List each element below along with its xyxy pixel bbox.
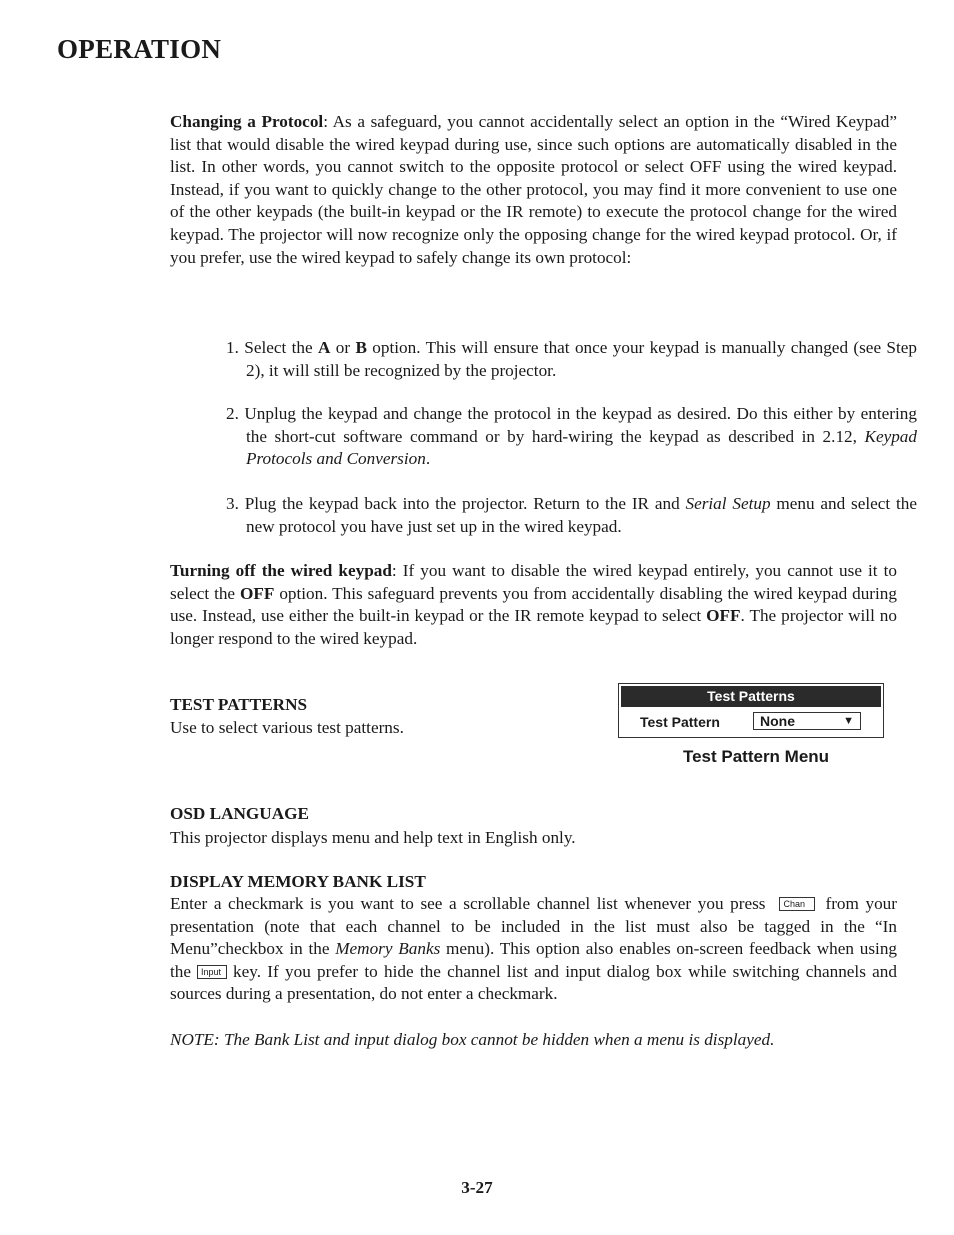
protocol-text: : As a safeguard, you cannot accidentally select an option in the “Wired Keypad” list that would disable the wired keypad during use, since such options are automatically disabled in the list. In other words, you cannot switch to the opposite protocol or select OFF using the wired keypad. Instead, if you want to quickly change to the other protocol, you may find it more convenient to use one of the other keypads (the built-in keypad or the IR remote) to execute the protocol change for the wired keypad. The projector will now recognize only the opposing change for the wired keypad protocol. Or, if you prefer, use the wired keypad to safely change its own protocol: bbox=[170, 112, 897, 267]
osd-language-text: This projector displays menu and help text in English only. bbox=[170, 828, 576, 847]
memory-bank-text-d: key. If you prefer to hide the channel list and input dialog box while switching channels and sources during a presentation, do not enter a checkmark. bbox=[170, 961, 897, 1004]
step-2 bbox=[226, 403, 917, 471]
option-b: B bbox=[355, 338, 367, 357]
step-3-text-b: menu and select the new protocol you have just set up in the wired keypad. bbox=[246, 494, 918, 536]
wired-off-paragraph bbox=[170, 560, 897, 650]
off-option-1: OFF bbox=[240, 583, 275, 603]
test-patterns-text: Use to select various test patterns. bbox=[170, 718, 404, 737]
menu-title-bar: Test Patterns bbox=[621, 686, 881, 707]
dropdown-arrow-icon: ▼ bbox=[843, 715, 854, 727]
menu-caption: Test Pattern Menu bbox=[682, 747, 830, 766]
step-2-text-a: 2. Unplug the keypad and change the protocol in the keypad as desired. Do this either by entering the short-cut software command or by hard-wiring the keypad as described in 2.12, bbox=[226, 404, 917, 446]
step-2-reference: Keypad Protocols and Conversion bbox=[246, 426, 917, 469]
off-option-2: OFF bbox=[706, 606, 741, 626]
test-patterns-menu bbox=[618, 683, 884, 738]
test-pattern-value: None bbox=[760, 713, 795, 729]
osd-language-heading: OSD LANGUAGE bbox=[170, 804, 309, 823]
test-pattern-dropdown[interactable] bbox=[753, 712, 861, 730]
memory-bank-text-b: from your presentation (note that each channel to be included in the list must also be tagged in the “In Menu”checkbox in the bbox=[170, 894, 898, 959]
wired-off-text-b: option. This safeguard prevents you from accidentally disabling the wired keypad during use. Instead, use either the built-in keypad or the IR remote keypad to select bbox=[170, 583, 897, 626]
memory-bank-text-c: menu). This option also enables on-screen feedback when using the bbox=[170, 939, 898, 981]
memory-bank-text-a: Enter a checkmark is you want to see a scrollable channel list whenever you press bbox=[170, 894, 766, 913]
step-1-text-c: or bbox=[330, 338, 356, 357]
step-1-text-a: 1. Select the bbox=[226, 338, 318, 357]
option-a: A bbox=[317, 338, 331, 357]
chan-key-icon: Chan bbox=[779, 897, 815, 911]
page-number: 3-27 bbox=[461, 1178, 493, 1197]
step-2-text-b: . bbox=[425, 449, 431, 469]
wired-off-text-a: : If you want to disable the wired keypad entirely, you cannot use it to select the bbox=[170, 561, 897, 603]
input-key-icon: Input bbox=[197, 965, 227, 979]
step-3-text-a: 3. Plug the keypad back into the projector. Return to the IR and bbox=[226, 494, 686, 513]
memory-bank-paragraph bbox=[170, 893, 897, 1006]
page-title: OPERATION bbox=[57, 34, 222, 64]
step-3 bbox=[226, 493, 917, 538]
protocol-paragraph bbox=[170, 111, 897, 269]
memory-banks-menu-name: Memory Banks bbox=[335, 939, 441, 959]
protocol-lead: Changing a Protocol bbox=[170, 112, 324, 131]
note-text: NOTE: The Bank List and input dialog box cannot be hidden when a menu is displayed. bbox=[170, 1030, 775, 1049]
wired-off-lead: Turning off the wired keypad bbox=[170, 561, 392, 580]
step-1 bbox=[226, 337, 917, 382]
wired-off-text-c: . The projector will no longer respond to the wired keypad. bbox=[170, 606, 897, 648]
test-pattern-label: Test Pattern bbox=[640, 714, 720, 730]
step-1-text-d: option. This will ensure that once your keypad is manually changed (see Step 2), it will still be recognized by the projector. bbox=[246, 338, 917, 380]
step-3-menu-name: Serial Setup bbox=[685, 494, 771, 513]
memory-bank-heading: DISPLAY MEMORY BANK LIST bbox=[170, 872, 426, 891]
test-patterns-heading: TEST PATTERNS bbox=[170, 695, 308, 714]
